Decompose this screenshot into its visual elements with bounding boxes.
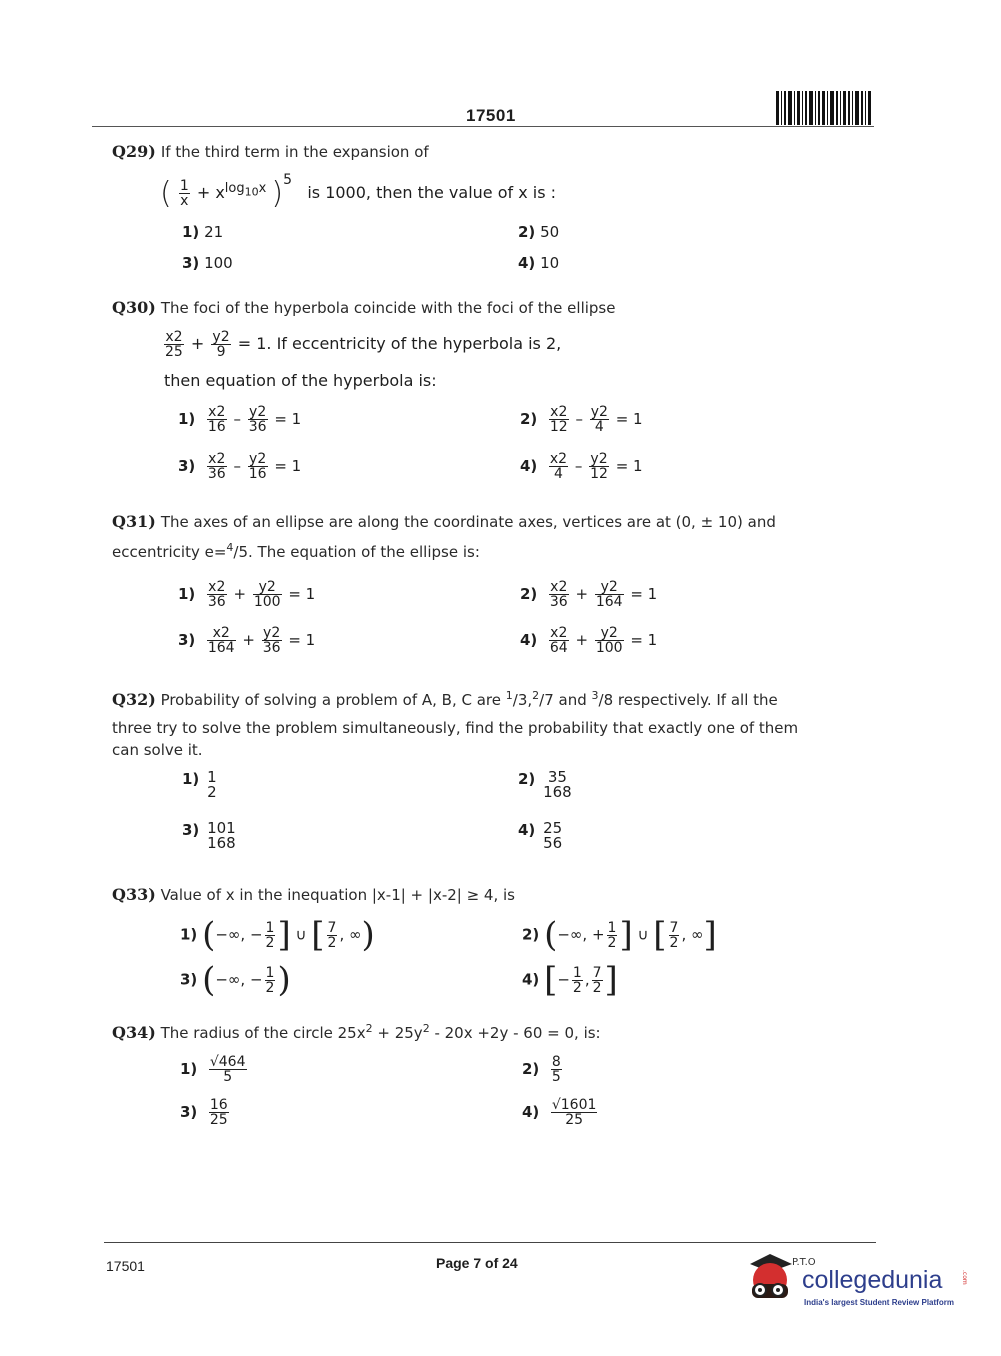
q30-stem: Q30) The foci of the hyperbola coincide with the foci of the ellipse: [112, 298, 616, 317]
q31-label: Q31): [112, 512, 156, 531]
q32-label: Q32): [112, 690, 156, 709]
brand-tagline: India's largest Student Review Platform: [804, 1298, 954, 1307]
q32-option-1: 1) 1 2: [182, 768, 217, 801]
q31-option-4: 4) $\frac{x2}{64}$ + $\frac{y2}{100}$ = 1: [520, 625, 658, 656]
q31-stem: Q31) The axes of an ellipse are along the coordinate axes, vertices are at (0, ± 10) and: [112, 512, 776, 531]
q29-option-3: 3) 100: [182, 254, 233, 272]
q30-option-1: 1) $\frac{x2}{16}$ – $\frac{y2}{36}$ = 1: [178, 404, 302, 435]
q33-option-1: 1) (−∞, − $\frac{1}{2}$ ] ∪ [ $\frac{7}{2}$ , ∞): [180, 915, 375, 955]
q34-option-3: 3) $\frac{16}{25}$: [180, 1097, 228, 1128]
q29-option-2: 2) 50: [518, 223, 560, 241]
page-number: Page 7 of 24: [436, 1255, 518, 1271]
q32-option-3: 3) 101 168: [182, 819, 236, 852]
q30-ellipse-line: $\frac{x2}{25}$ + $\frac{y2}{9}$ = 1. If eccentricity of the hyperbola is 2,: [165, 329, 562, 360]
header-paper-code: 17501: [466, 106, 516, 125]
q31-option-1: 1) $\frac{x2}{36}$ + $\frac{y2}{100}$ = 1: [178, 579, 316, 610]
pto-label: P.T.O: [792, 1257, 816, 1268]
header-rule: [92, 126, 874, 127]
brand-logo-text: collegedunia: [802, 1266, 943, 1294]
q32-option-4: 4) 25 56: [518, 819, 563, 852]
q32-line2: three try to solve the problem simultaneously, find the probability that exactly one of them: [112, 719, 799, 737]
q31-option-2: 2) $\frac{x2}{36}$ + $\frac{y2}{164}$ = 1: [520, 579, 658, 610]
q31-line2: eccentricity e=$^4$/5. The equation of the ellipse is:: [112, 541, 480, 561]
q32-stem: Q32) Probability of solving a problem of A, B, C are $^1$/3,$^2$/7 and $^3$/8 respectively. If all the: [112, 689, 778, 709]
q30-option-4: 4) $\frac{x2}{4}$ – $\frac{y2}{12}$ = 1: [520, 451, 643, 482]
q29-expression: ( $\frac{1}{x}$ + $x^{log_{10}x}$ )$^5$ is 1000, then the value of x is :: [160, 172, 557, 211]
collegedunia-mascot-icon: [740, 1250, 802, 1308]
q29-option-4: 4) 10: [518, 254, 560, 272]
q31-option-3: 3) $\frac{x2}{164}$ + $\frac{y2}{36}$ = 1: [178, 625, 316, 656]
q30-option-3: 3) $\frac{x2}{36}$ – $\frac{y2}{16}$ = 1: [178, 451, 302, 482]
q33-option-2: 2) (−∞, + $\frac{1}{2}$ ] ∪ [ $\frac{7}{2}$ , ∞]: [522, 915, 717, 955]
q34-stem: Q34) The radius of the circle $25x^2 + 25y^2 - 20x +2y - 60 = 0$, is:: [112, 1022, 601, 1042]
q34-label: Q34): [112, 1023, 156, 1042]
q32-option-2: 2) 35 168: [518, 768, 572, 801]
q32-line3: can solve it.: [112, 741, 203, 759]
q29-stem: Q29) If the third term in the expansion of: [112, 142, 429, 161]
q33-stem: Q33) Value of x in the inequation |x-1| + |x-2| ≥ 4, is: [112, 885, 515, 904]
footer-rule: [104, 1242, 876, 1243]
q34-option-4: 4) $\frac{√1601}{25}$: [522, 1097, 597, 1128]
q33-option-3: 3) (−∞, − $\frac{1}{2}$ ): [180, 960, 291, 1000]
q34-option-2: 2) $\frac{8}{5}$: [522, 1054, 561, 1085]
q30-line3: then equation of the hyperbola is:: [164, 371, 437, 390]
q30-label: Q30): [112, 298, 156, 317]
footer-paper-code: 17501: [106, 1258, 145, 1274]
q29-option-1: 1) 21: [182, 223, 224, 241]
q30-option-2: 2) $\frac{x2}{12}$ – $\frac{y2}{4}$ = 1: [520, 404, 643, 435]
q33-option-4: 4) [− $\frac{1}{2}$ , $\frac{7}{2}$ ]: [522, 960, 618, 1000]
q29-label: Q29): [112, 142, 156, 161]
barcode: [776, 91, 874, 125]
q34-option-1: 1) $\frac{√464}{5}$: [180, 1054, 246, 1085]
brand-domain: .com: [961, 1270, 968, 1285]
q33-label: Q33): [112, 885, 156, 904]
